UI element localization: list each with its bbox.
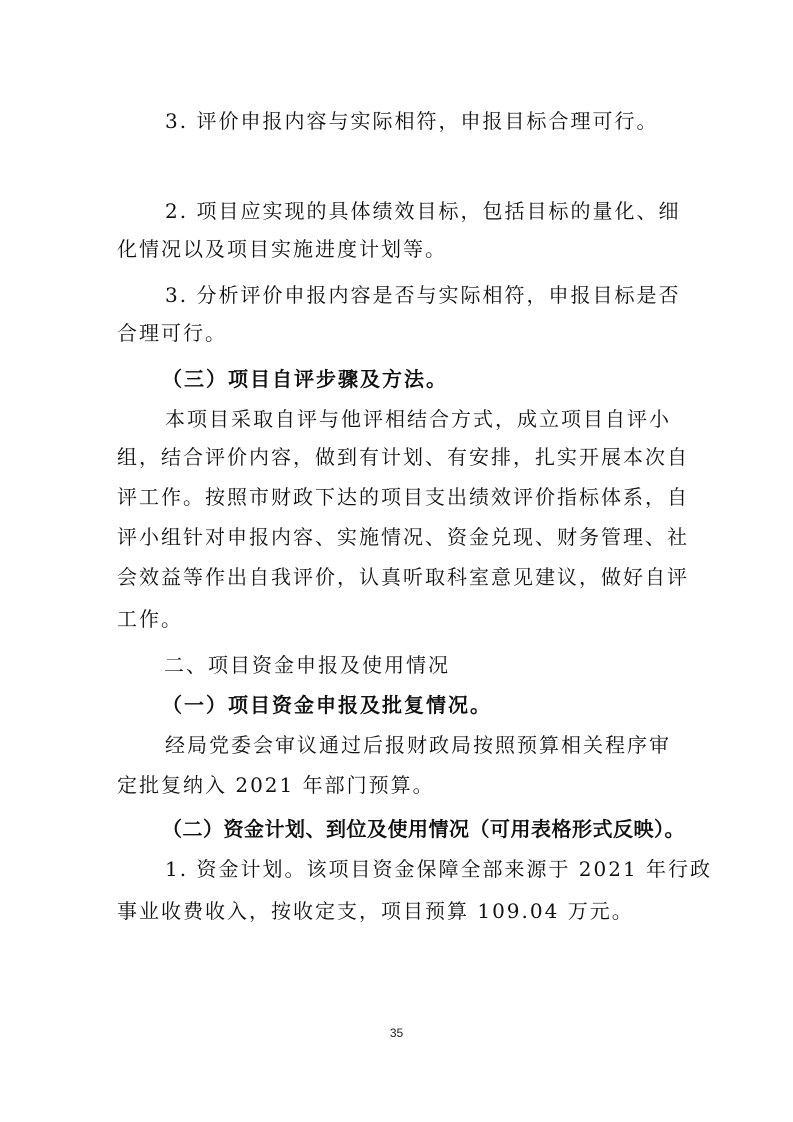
chapter-heading: 二、项目资金申报及使用情况 bbox=[164, 653, 450, 677]
paragraph-line: 组，结合评价内容，做到有计划、有安排，扎实开展本次自 bbox=[117, 445, 689, 469]
paragraph-line: 3. 评价申报内容与实际相符，申报目标合理可行。 bbox=[165, 109, 659, 133]
section-heading-2: （二）资金计划、到位及使用情况（可用表格形式反映）。 bbox=[162, 817, 685, 841]
paragraph-line: 1. 资金计划。该项目资金保障全部来源于 2021 年行政 bbox=[165, 857, 713, 881]
section-heading-3: （三）项目自评步骤及方法。 bbox=[162, 367, 448, 391]
paragraph-line: 3. 分析评价申报内容是否与实际相符，申报目标是否 bbox=[165, 283, 681, 307]
paragraph-line: 本项目采取自评与他评相结合方式，成立项目自评小 bbox=[165, 407, 671, 431]
paragraph-line: 合理可行。 bbox=[117, 321, 227, 345]
paragraph-line: 2. 项目应实现的具体绩效目标，包括目标的量化、细 bbox=[165, 199, 681, 223]
paragraph-line: 评小组针对申报内容、实施情况、资金兑现、财务管理、社 bbox=[117, 525, 689, 549]
paragraph-line: 工作。 bbox=[117, 607, 183, 631]
paragraph-line: 定批复纳入 2021 年部门预算。 bbox=[117, 773, 435, 797]
section-heading-1: （一）项目资金申报及批复情况。 bbox=[162, 693, 492, 717]
paragraph-line: 会效益等作出自我评价，认真听取科室意见建议，做好自评 bbox=[117, 565, 689, 589]
paragraph-line: 评工作。按照市财政下达的项目支出绩效评价指标体系，自 bbox=[117, 485, 689, 509]
paragraph-line: 化情况以及项目实施进度计划等。 bbox=[117, 237, 447, 261]
paragraph-line: 经局党委会审议通过后报财政局按照预算相关程序审 bbox=[165, 733, 671, 757]
page-number: 35 bbox=[389, 1026, 404, 1040]
paragraph-line: 事业收费收入，按收定支，项目预算 109.04 万元。 bbox=[117, 899, 634, 923]
